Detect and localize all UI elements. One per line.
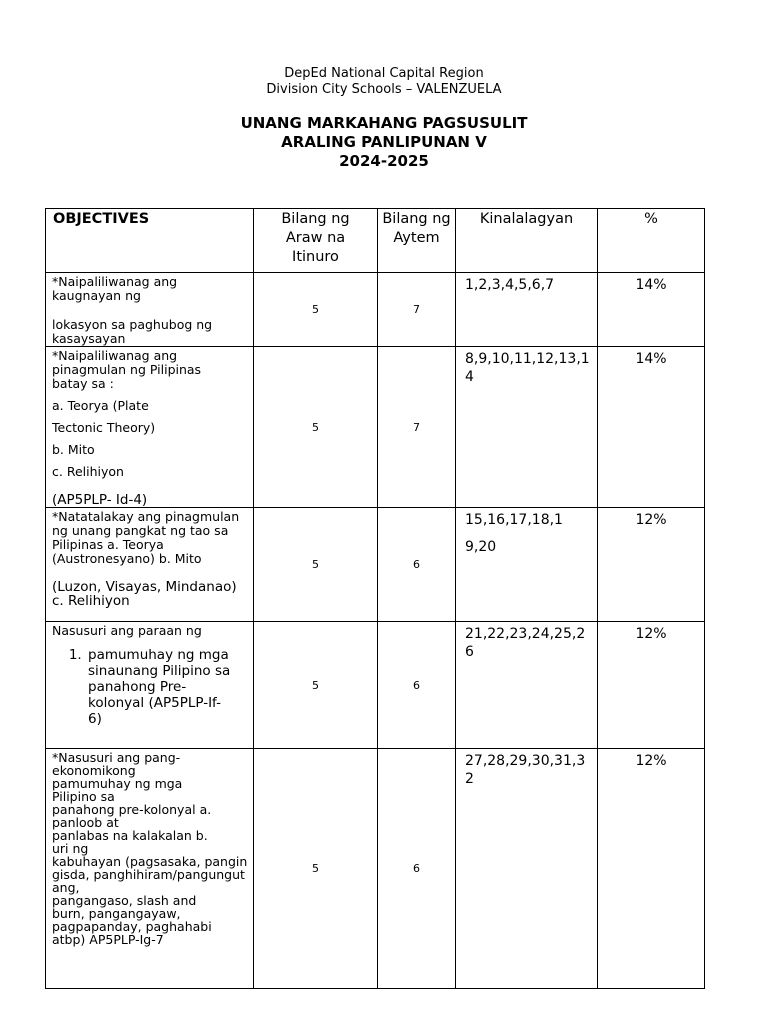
- table-row: [46, 347, 705, 508]
- percent-cell: 14%: [598, 347, 705, 508]
- objective-text: Tectonic Theory): [52, 420, 156, 435]
- objective-text: *Nasusuri ang pang-ekonomikong pamumuhay ng mga Pilipino sa: [52, 750, 183, 804]
- items-cell: 6: [378, 622, 456, 749]
- days-cell: 5: [254, 749, 378, 989]
- objective-text: *Natatalakay ang pinagmulan ng unang pangkat ng tao sa Pilipinas a. Teorya (Austronesyano) b. Mito: [52, 509, 240, 566]
- objective-text: (Luzon, Visayas, Mindanao) c. Relihiyon: [52, 579, 237, 609]
- table-header-row: [46, 209, 705, 273]
- percent-cell: 12%: [598, 508, 705, 622]
- objective-cell: [46, 347, 254, 508]
- objective-text: c. Relihiyon: [52, 464, 124, 479]
- days-cell: 5: [254, 508, 378, 622]
- table-row: [46, 749, 705, 989]
- objective-text: *Naipaliliwanag ang pinagmulan ng Pilipinas batay sa :: [52, 348, 202, 391]
- placement-cell: 1,2,3,4,5,6,7: [456, 273, 598, 347]
- col-header-items: Bilang ng Aytem: [378, 209, 456, 273]
- objective-text: panahong pre-kolonyal a. panloob at: [52, 802, 212, 830]
- percent-cell: 12%: [598, 622, 705, 749]
- days-cell: 5: [254, 347, 378, 508]
- days-cell: 5: [254, 273, 378, 347]
- col-header-percent: %: [598, 209, 705, 273]
- items-cell: 7: [378, 273, 456, 347]
- objective-list: [52, 647, 236, 727]
- objective-text: Nasusuri ang paraan ng: [52, 623, 202, 638]
- placement-cell: 8,9,10,11,12,13,14: [456, 347, 598, 508]
- objective-code: (AP5PLP- Id-4): [52, 492, 148, 508]
- subject-title: ARALING PANLIPUNAN V: [281, 133, 487, 151]
- objective-text: a. Teorya (Plate: [52, 398, 149, 413]
- table-of-specifications: [45, 208, 705, 989]
- objective-text: *Naipaliliwanag ang kaugnayan ng: [52, 274, 178, 303]
- objective-cell: [46, 749, 254, 989]
- percent-cell: 12%: [598, 749, 705, 989]
- items-cell: 6: [378, 749, 456, 989]
- days-cell: 5: [254, 622, 378, 749]
- exam-title: UNANG MARKAHANG PAGSUSULIT: [240, 114, 528, 132]
- objective-text: kabuhayan (pagsasaka, pangingisda, panghihiram/pangungutang,: [52, 854, 248, 895]
- percent-cell: 14%: [598, 273, 705, 347]
- list-item: 1. pamumuhay ng mga sinaunang Pilipino sa panahong Pre-kolonyal (AP5PLP-If- 6): [86, 647, 236, 727]
- header-region: DepEd National Capital Region: [284, 66, 484, 81]
- header-division: Division City Schools – VALENZUELA: [266, 82, 502, 97]
- placement-cell: 21,22,23,24,25,26: [456, 622, 598, 749]
- placement-text: 9,20: [465, 539, 497, 555]
- objective-cell: [46, 273, 254, 347]
- objective-cell: [46, 622, 254, 749]
- placement-cell: [456, 508, 598, 622]
- placement-cell: 27,28,29,30,31,32: [456, 749, 598, 989]
- objective-text: panlabas na kalakalan b. uri ng: [52, 828, 208, 856]
- placement-text: 15,16,17,18,1: [465, 512, 563, 528]
- table-row: [46, 508, 705, 622]
- col-header-placement: Kinalalagyan: [456, 209, 598, 273]
- col-header-objectives: OBJECTIVES: [46, 209, 254, 273]
- objective-cell: [46, 508, 254, 622]
- school-year: 2024-2025: [339, 152, 429, 170]
- table-row: [46, 273, 705, 347]
- items-cell: 7: [378, 347, 456, 508]
- objective-text: b. Mito: [52, 442, 95, 457]
- objective-text: lokasyon sa paghubog ng kasaysayan: [52, 317, 213, 346]
- objective-text: pangangaso, slash and burn, pangangayaw, pagpapanday, paghahabi atbp) AP5PLP-Ig-7: [52, 893, 212, 947]
- table-row: [46, 622, 705, 749]
- items-cell: 6: [378, 508, 456, 622]
- col-header-days: Bilang ng Araw na Itinuro: [254, 209, 378, 273]
